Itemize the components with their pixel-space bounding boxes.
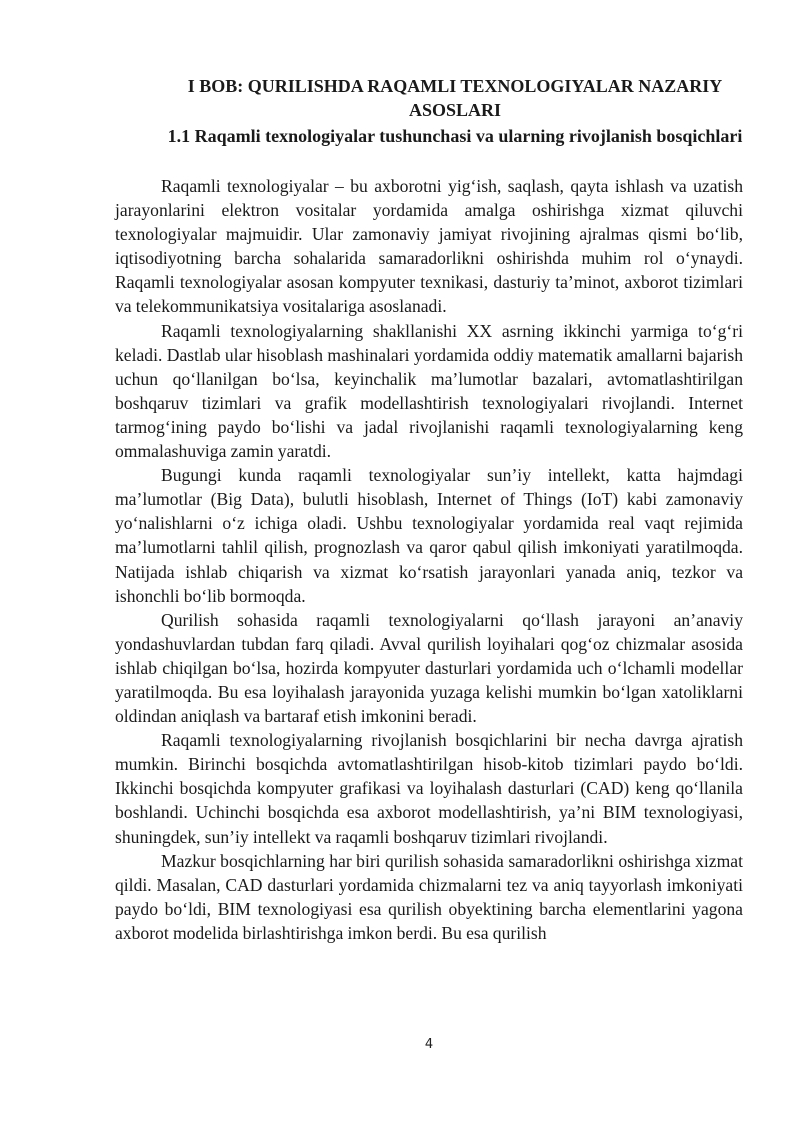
paragraph: Raqamli texnologiyalar – bu axborotni yig‘ish, saqlash, qayta ishlash va uzatish jarayonlarini elektron vositalar yordamida amalga oshirishga xizmat qiluvchi texnologiyalar majmuidir. Ular zamonaviy jamiyat rivojining ajralmas qismi bo‘lib, iqtisodiyotning barcha sohalarida samaradorlikni oshirishda muhim rol o‘ynaydi. Raqamli texnologiyalar asosan kompyuter texnikasi, dasturiy ta’minot, axborot tizimlari va telekommunikatsiya vositalariga asoslanadi. [115, 176, 743, 317]
paragraph: Bugungi kunda raqamli texnologiyalar sun’iy intellekt, katta hajmdagi ma’lumotlar (Big Data), bulutli hisoblash, Internet of Things (IoT) kabi zamonaviy yo‘nalishlarni o‘z ichiga oladi. Ushbu texnologiyalar yordamida real vaqt rejimida ma’lumotlarni tahlil qilish, prognozlash va qaror qabul qilish imkoniyati yaratilmoqda. Natijada ishlab chiqarish va xizmat ko‘rsatish jarayonlari yanada aniq, tezkor va ishonchli bo‘lib bormoqda. [115, 465, 743, 606]
page-number: 4 [424, 1037, 434, 1052]
body-text [115, 174, 743, 945]
paragraph: Qurilish sohasida raqamli texnologiyalarni qo‘llash jarayoni an’anaviy yondashuvlardan tubdan farq qiladi. Avval qurilish loyihalari qog‘oz chizmalar asosida ishlab chiqilgan bo‘lsa, hozirda kompyuter dasturlari yordamida uch o‘lchamli modellar yaratilmoqda. Bu esa loyihalash jarayonida yuzaga kelishi mumkin bo‘lgan xatoliklarni oldindan aniqlash va bartaraf etish imkonini beradi. [115, 609, 743, 727]
section-title: 1.1 Raqamli texnologiyalar tushunchasi va ularning rivojlanish bosqichlari [167, 126, 743, 146]
paragraph: Mazkur bosqichlarning har biri qurilish sohasida samaradorlikni oshirishga xizmat qildi. Masalan, CAD dasturlari yordamida chizmalarni tez va aniq tayyorlash imkoniyati paydo bo‘ldi, BIM texnologiyasi esa qurilish obyektining barcha elementlarini yagona axborot modelida birlashtirishga imkon berdi. Bu esa qurilish [115, 850, 743, 943]
paragraph: Raqamli texnologiyalarning rivojlanish bosqichlarini bir necha davrga ajratish mumkin. Birinchi bosqichda avtomatlashtirilgan hisob-kitob tizimlari paydo bo‘ldi. Ikkinchi bosqichda kompyuter grafikasi va loyihalash dasturlari (CAD) keng qo‘llanila boshlandi. Uchinchi bosqichda esa axborot modellashtirish, ya’ni BIM texnologiyasi, shuningdek, sun’iy intellekt va raqamli boshqaruv tizimlari rivojlandi. [115, 730, 743, 847]
paragraph: Raqamli texnologiyalarning shakllanishi XX asrning ikkinchi yarmiga to‘g‘ri keladi. Dastlab ular hisoblash mashinalari yordamida oddiy matematik amallarni bajarish uchun qo‘llanilgan bo‘lsa, keyinchalik ma’lumotlar bazalari, avtomatlashtirilgan boshqaruv tizimlari va grafik modellashtirish texnologiyalari rivojlandi. Internet tarmog‘ining paydo bo‘lishi va jadal rivojlanishi raqamli texnologiyalarning keng ommalashuviga zamin yaratdi. [115, 320, 743, 462]
chapter-title: I BOB: QURILISHDA RAQAMLI TEXNOLOGIYALAR NAZARIY ASOSLARI [187, 76, 723, 120]
